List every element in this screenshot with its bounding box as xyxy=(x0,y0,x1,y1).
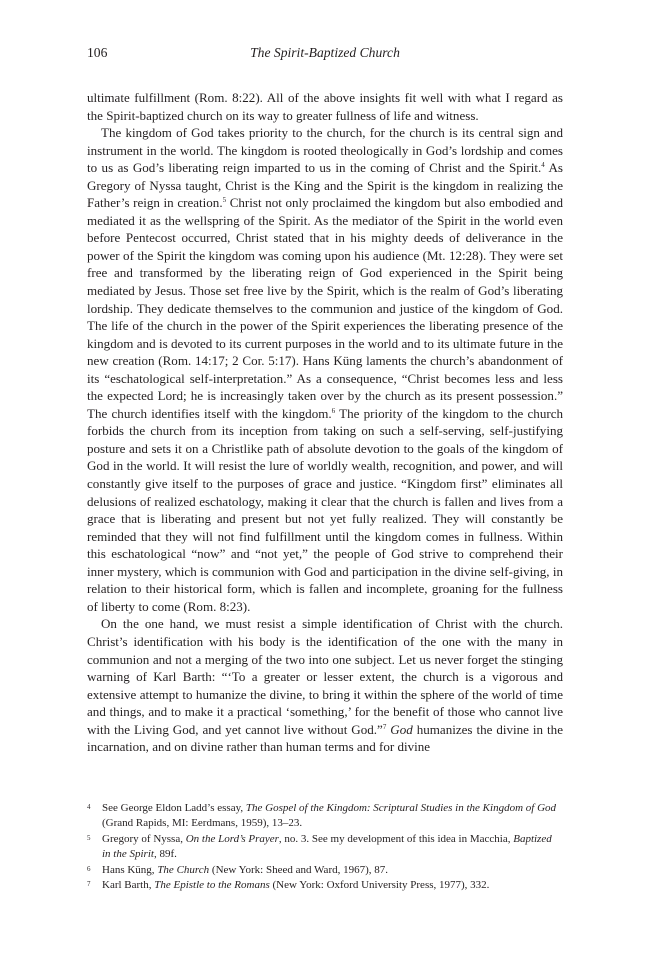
footnote-text: Hans Küng, xyxy=(102,863,158,876)
footnote-title: Baptized in the Spirit xyxy=(102,832,552,861)
footnote-title: The Church xyxy=(157,863,210,876)
paragraph-3 xyxy=(87,615,563,755)
paragraph-text: ultimate fulfillment (Rom. 8:22). All of the above insights fit well with what I regard as the Spirit-baptized church on its way to greater fullness of life and witness. xyxy=(87,90,563,123)
footnote-6 xyxy=(87,863,563,878)
paragraph-text: The kingdom of God takes priority to the church, for the church is its central sign and instrument in the world. The kingdom is rooted theologically in God’s lordship and comes to us as God’s liberating reign imparted to us in the coming of Christ and the Spirit. xyxy=(87,125,563,176)
paragraph-text: Christ not only proclaimed the kingdom but also embodied and mediated it as the wellspring of the Spirit. As the mediator of the Spirit in the world even before Pentecost occurred, Christ stated that in his mighty deeds of deliverance in the power of the Spirit the kingdom was coming upon his audience (Mt. 12:28). They were set free and transformed by the liberating reign of God experienced in the Spirit being mediated by Jesus. Those set free live by the Spirit, which is the realm of God’s liberating lordship. They dedicate themselves to the communion and justice of the kingdom of God. The life of the church in the power of the Spirit experiences the liberating presence of the kingdom and is devoted to its current purposes in the world and to its ultimate future in the new creation (Rom. 14:17; 2 Cor. 5:17). Hans Küng laments the church’s abandonment of its “eschatological self-interpretation.” As a consequence, “Christ becomes less and less the expected Lord; he is increasingly taken over by the church as its present possession.” The church identifies itself with the kingdom. xyxy=(87,195,563,421)
running-header xyxy=(87,44,563,62)
footnote-text: , 89f. xyxy=(153,848,177,861)
footnote-number: 7 xyxy=(87,880,91,889)
footnote-5 xyxy=(87,832,563,863)
footnote-ref[interactable]: 5 xyxy=(222,196,227,205)
paragraph-text: On the one hand, we must resist a simple identification of Christ with the church. Christ’s identification with his body is the identification of the one with the many in communion and not a merging of the two into one subject. Let us never forget the stinging warning of Karl Barth: “‘To a greater or lesser extent, the church is a vigorous and extensive attempt to humanize the divine, to bring it within the sphere of the world of time and things, and to make it a practical ‘something,’ for the benefit of those who cannot live with the Living God, and yet cannot live without God.” xyxy=(87,616,563,737)
footnotes xyxy=(87,801,563,893)
footnote-text: (Grand Rapids, MI: Eerdmans, 1959), 13–23. xyxy=(102,817,303,830)
running-title: The Spirit-Baptized Church xyxy=(250,45,400,60)
paragraph-text: humanizes the divine in the incarnation, and on divine rather than human terms and for divine xyxy=(87,721,563,755)
footnote-ref[interactable]: 7 xyxy=(382,722,387,731)
paragraph-1 xyxy=(87,89,563,124)
body-text xyxy=(87,89,563,756)
footnote-4 xyxy=(87,801,563,832)
footnote-title: On the Lord’s Prayer xyxy=(185,832,279,845)
footnote-text: (New York: Sheed and Ward, 1967), 87. xyxy=(209,863,389,876)
footnote-text: Karl Barth, xyxy=(102,879,155,892)
footnote-number: 4 xyxy=(87,803,91,811)
footnote-7 xyxy=(87,878,563,893)
footnote-ref[interactable]: 4 xyxy=(541,161,545,170)
footnote-text: (New York: Oxford University Press, 1977), 332. xyxy=(269,879,490,892)
footnote-text: Gregory of Nyssa, xyxy=(102,832,186,845)
paragraph-2 xyxy=(87,124,563,615)
footnote-text: , no. 3. See my development of this idea in Macchia, xyxy=(278,832,514,845)
footnote-number: 6 xyxy=(87,864,91,873)
footnote-number: 5 xyxy=(87,833,91,842)
footnote-title: The Epistle to the Romans xyxy=(154,879,270,892)
page-number: 106 xyxy=(87,45,108,60)
emphasis-text: God xyxy=(386,721,413,737)
paragraph-text: As Gregory of Nyssa taught, Christ is the King and the Spirit is the kingdom in realizing the Father’s reign in creation. xyxy=(87,160,563,211)
footnote-text: See George Eldon Ladd’s essay, xyxy=(102,802,246,814)
footnote-ref[interactable]: 6 xyxy=(331,406,336,415)
paragraph-text: The priority of the kingdom to the church forbids the church from its inception from taking on such a self-serving, self-justifying posture and sets it on a Christlike path of absolute devotion to the goals of the kingdom of God in the world. It will resist the lure of worldly wealth, recognition, and power, and will constantly give itself to the purposes of grace and justice. “Kingdom first” eliminates all delusions of realized eschatology, making it clear that the church is fallen and lives from a grace that is liberating and present but not yet fully realized. They will constantly be reminded that they will not find fulfillment until the kingdom comes in fullness. Within this eschatological “now” and “not yet,” the people of God strive to comprehend their inner mystery, which is communion with God and participation in the divine self-giving, in relation to their historical form, which is fallen and incomplete, groaning for the fullness of liberty to come (Rom. 8:23). xyxy=(87,405,564,614)
footnote-title: The Gospel of the Kingdom: Scriptural Studies in the Kingdom of God xyxy=(245,802,557,814)
